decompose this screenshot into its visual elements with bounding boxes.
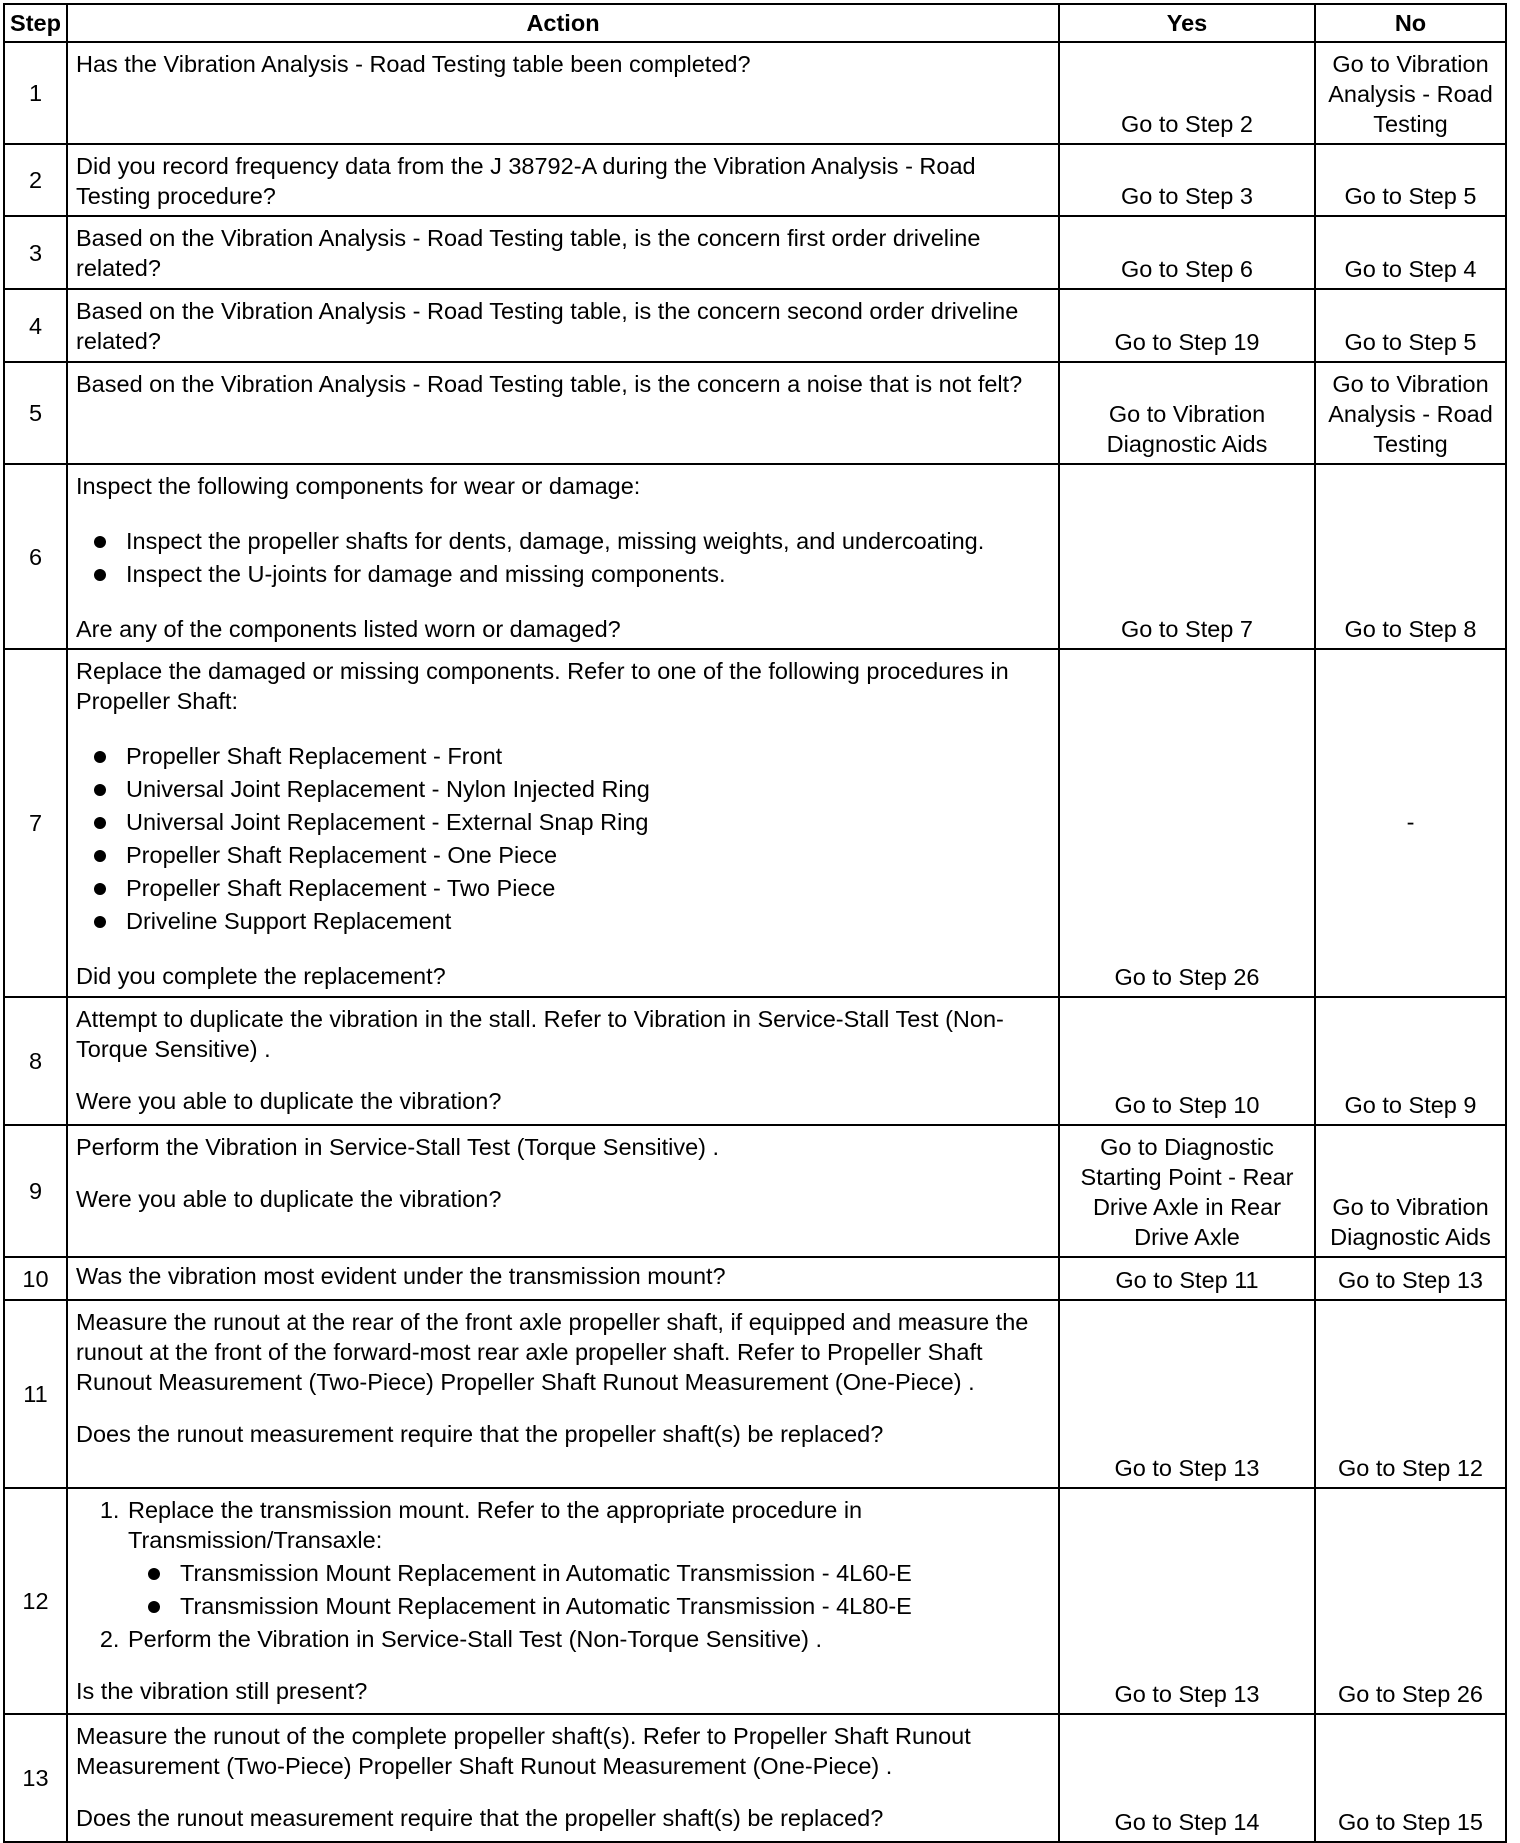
step-number: 5 [4, 362, 67, 464]
list-item: Propeller Shaft Replacement - Two Piece [94, 873, 1052, 903]
step-number: 8 [4, 997, 67, 1125]
table-row [4, 1257, 1506, 1300]
action-question: Are any of the components listed worn or damaged? [76, 616, 621, 642]
no-cell: Go to Vibration Diagnostic Aids [1315, 1125, 1506, 1257]
yes-cell: Go to Step 14 [1059, 1714, 1315, 1842]
action-intro: Replace the damaged or missing components. Refer to one of the following procedures in Propeller Shaft: [76, 658, 1009, 714]
yes-cell: Go to Step 3 [1059, 144, 1315, 216]
action-question: Based on the Vibration Analysis - Road Testing table, is the concern second order driveline related? [76, 298, 1019, 354]
action-question: Did you record frequency data from the J 38792-A during the Vibration Analysis - Road Testing procedure? [76, 153, 976, 209]
action-cell [67, 216, 1059, 289]
action-question: Were you able to duplicate the vibration? [76, 1186, 502, 1212]
list-item: Transmission Mount Replacement in Automatic Transmission - 4L60-E [148, 1558, 1052, 1588]
header-step: Step [4, 4, 67, 42]
action-intro: Measure the runout at the rear of the front axle propeller shaft, if equipped and measure the runout at the front of the forward-most rear axle propeller shaft. Refer to Propeller Shaft Runout Measurement (Two-Piece) Propeller Shaft Runout Measurement (One-Piece) . [76, 1309, 1029, 1395]
table-row [4, 1488, 1506, 1714]
table-row [4, 464, 1506, 649]
yes-cell: Go to Step 7 [1059, 464, 1315, 649]
no-cell: Go to Step 5 [1315, 144, 1506, 216]
step-number: 12 [4, 1488, 67, 1714]
action-question: Was the vibration most evident under the transmission mount? [76, 1263, 726, 1289]
action-intro: Measure the runout of the complete propeller shaft(s). Refer to Propeller Shaft Runout Measurement (Two-Piece) Propeller Shaft Runout Measurement (One-Piece) . [76, 1723, 971, 1779]
numbered-step-text: Replace the transmission mount. Refer to the appropriate procedure in Transmission/Transaxle: [128, 1497, 863, 1553]
table-row [4, 649, 1506, 997]
no-cell: Go to Vibration Analysis - Road Testing [1315, 42, 1506, 144]
no-cell: Go to Step 15 [1315, 1714, 1506, 1842]
table-row [4, 1125, 1506, 1257]
yes-cell: Go to Vibration Diagnostic Aids [1059, 362, 1315, 464]
list-item: Transmission Mount Replacement in Automatic Transmission - 4L80-E [148, 1591, 1052, 1621]
no-cell: Go to Step 13 [1315, 1257, 1506, 1300]
list-item: 2. Perform the Vibration in Service-Stall Test (Non-Torque Sensitive) . [126, 1624, 1052, 1654]
yes-cell: Go to Step 19 [1059, 289, 1315, 362]
action-cell [67, 1300, 1059, 1488]
list-item: Propeller Shaft Replacement - One Piece [94, 840, 1052, 870]
no-cell: Go to Step 8 [1315, 464, 1506, 649]
header-row [4, 4, 1506, 42]
no-cell: - [1315, 649, 1506, 997]
yes-cell: Go to Step 10 [1059, 997, 1315, 1125]
action-cell [67, 997, 1059, 1125]
yes-cell: Go to Step 13 [1059, 1488, 1315, 1714]
diagnostic-table-document [3, 3, 1505, 1843]
list-item: Driveline Support Replacement [94, 906, 1052, 936]
list-item: Universal Joint Replacement - External Snap Ring [94, 807, 1052, 837]
action-question: Did you complete the replacement? [76, 963, 446, 989]
no-cell: Go to Step 4 [1315, 216, 1506, 289]
action-cell [67, 289, 1059, 362]
action-question: Based on the Vibration Analysis - Road Testing table, is the concern first order driveline related? [76, 225, 981, 281]
action-cell [67, 362, 1059, 464]
action-question: Is the vibration still present? [76, 1678, 368, 1704]
no-cell: Go to Vibration Analysis - Road Testing [1315, 362, 1506, 464]
table-row [4, 1300, 1506, 1488]
action-question: Does the runout measurement require that the propeller shaft(s) be replaced? [76, 1805, 884, 1831]
bullet-list [76, 741, 1052, 936]
action-cell [67, 42, 1059, 144]
table-row [4, 144, 1506, 216]
bullet-list [76, 526, 1052, 589]
action-intro: Perform the Vibration in Service-Stall Test (Torque Sensitive) . [76, 1134, 720, 1160]
yes-cell: Go to Step 26 [1059, 649, 1315, 997]
table-row [4, 289, 1506, 362]
action-cell [67, 649, 1059, 997]
table-row [4, 997, 1506, 1125]
header-action: Action [67, 4, 1059, 42]
step-number: 2 [4, 144, 67, 216]
list-item: Propeller Shaft Replacement - Front [94, 741, 1052, 771]
list-item: Universal Joint Replacement - Nylon Injected Ring [94, 774, 1052, 804]
yes-cell: Go to Step 6 [1059, 216, 1315, 289]
table-row [4, 1714, 1506, 1842]
step-number: 11 [4, 1300, 67, 1488]
step-number: 9 [4, 1125, 67, 1257]
action-cell [67, 1257, 1059, 1300]
action-cell [67, 1714, 1059, 1842]
diagnostic-table [3, 3, 1507, 1843]
no-cell: Go to Step 5 [1315, 289, 1506, 362]
yes-cell: Go to Step 2 [1059, 42, 1315, 144]
table-row [4, 216, 1506, 289]
list-item: Inspect the propeller shafts for dents, damage, missing weights, and undercoating. [94, 526, 1052, 556]
yes-cell: Go to Step 13 [1059, 1300, 1315, 1488]
action-question: Has the Vibration Analysis - Road Testing table been completed? [76, 51, 751, 77]
step-number: 3 [4, 216, 67, 289]
action-question: Based on the Vibration Analysis - Road Testing table, is the concern a noise that is not felt? [76, 371, 1023, 397]
action-cell [67, 1488, 1059, 1714]
yes-cell: Go to Diagnostic Starting Point - Rear Drive Axle in Rear Drive Axle [1059, 1125, 1315, 1257]
header-yes: Yes [1059, 4, 1315, 42]
step-number: 4 [4, 289, 67, 362]
action-intro: Attempt to duplicate the vibration in the stall. Refer to Vibration in Service-Stall Test (Non-Torque Sensitive) . [76, 1006, 1004, 1062]
action-cell [67, 1125, 1059, 1257]
step-number: 10 [4, 1257, 67, 1300]
list-item [126, 1495, 1052, 1621]
sub-bullet-list [128, 1558, 1052, 1621]
no-cell: Go to Step 9 [1315, 997, 1506, 1125]
step-number: 7 [4, 649, 67, 997]
no-cell: Go to Step 26 [1315, 1488, 1506, 1714]
action-question: Does the runout measurement require that the propeller shaft(s) be replaced? [76, 1421, 884, 1447]
action-intro: Inspect the following components for wear or damage: [76, 473, 641, 499]
action-question: Were you able to duplicate the vibration? [76, 1088, 502, 1114]
header-no: No [1315, 4, 1506, 42]
action-cell [67, 144, 1059, 216]
table-row [4, 362, 1506, 464]
numbered-list [76, 1495, 1052, 1654]
step-number: 6 [4, 464, 67, 649]
yes-cell: Go to Step 11 [1059, 1257, 1315, 1300]
step-number: 1 [4, 42, 67, 144]
list-item: Inspect the U-joints for damage and missing components. [94, 559, 1052, 589]
step-number: 13 [4, 1714, 67, 1842]
table-row [4, 42, 1506, 144]
no-cell: Go to Step 12 [1315, 1300, 1506, 1488]
action-cell [67, 464, 1059, 649]
